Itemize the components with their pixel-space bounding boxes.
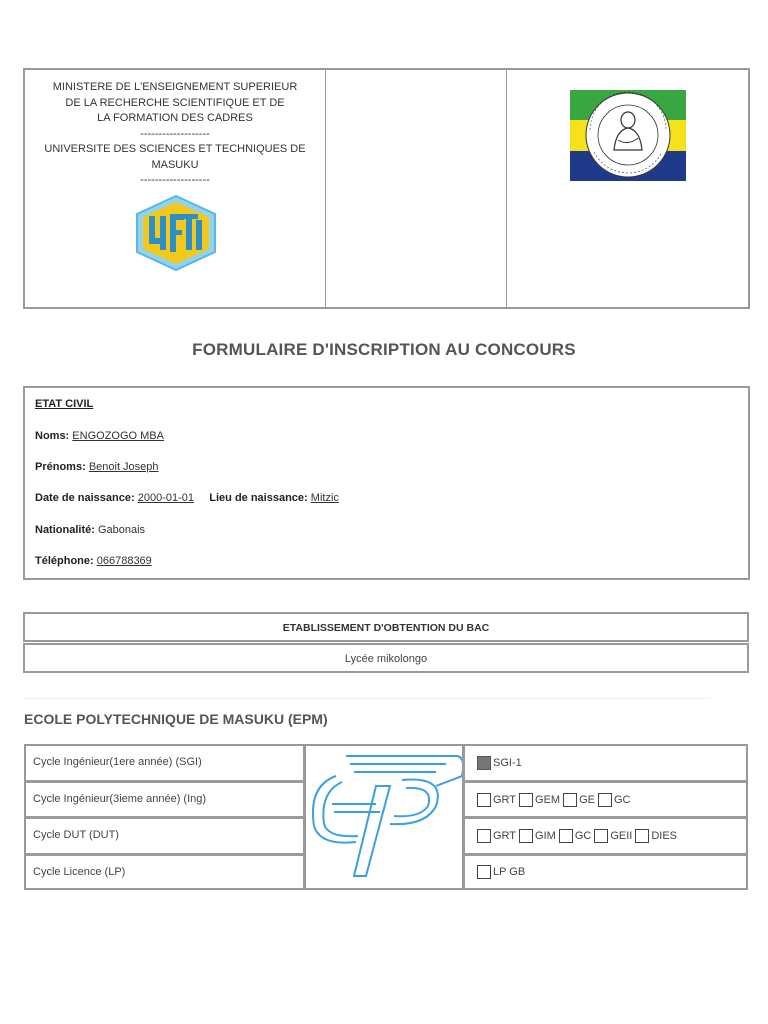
ustm-logo-icon (133, 194, 219, 272)
ministry-cell (25, 70, 326, 307)
checkbox-gc[interactable] (598, 793, 612, 807)
option-sgi-1[interactable]: SGI-1 (477, 756, 522, 770)
checkbox-gc[interactable] (559, 829, 573, 843)
bac-value: Lycée mikolongo (23, 643, 749, 673)
cycle-label: Cycle DUT (DUT) (24, 817, 305, 855)
option-grt[interactable]: GRT (477, 829, 516, 843)
header-table (23, 68, 750, 309)
checkbox-grt[interactable] (477, 829, 491, 843)
checkbox-lp-gb[interactable] (477, 865, 491, 879)
dob-label: Date de naissance: (35, 492, 135, 504)
option-gim[interactable]: GIM (519, 829, 556, 843)
university-line: MASUKU (151, 158, 199, 171)
pob-label: Lieu de naissance: (209, 492, 308, 504)
tel-label: Téléphone: (35, 555, 94, 567)
option-gc[interactable]: GC (559, 829, 592, 843)
option-lp-gb[interactable]: LP GB (477, 865, 525, 879)
option-cell-dut (463, 817, 748, 855)
option-ge[interactable]: GE (563, 793, 595, 807)
option-dies[interactable]: DIES (635, 829, 677, 843)
bac-heading: ETABLISSEMENT D'OBTENTION DU BAC (23, 612, 749, 642)
nom-row (35, 430, 164, 442)
option-geii[interactable]: GEII (594, 829, 632, 843)
university-line: UNIVERSITE DES SCIENCES ET TECHNIQUES DE (44, 143, 306, 155)
checkbox-gim[interactable] (519, 829, 533, 843)
epm-logo-cell (304, 744, 464, 890)
form-title: FORMULAIRE D'INSCRIPTION AU CONCOURS (192, 340, 576, 359)
option-cell-lp (463, 854, 748, 890)
option-gc[interactable]: GC (598, 793, 631, 807)
cycle-label: Cycle Ingénieur(3ieme année) (Ing) (24, 781, 305, 818)
divider (24, 698, 710, 699)
nat-value: Gabonais (97, 524, 146, 536)
cycle-label: Cycle Ingénieur(1ere année) (SGI) (24, 744, 305, 782)
gabon-republic-seal-icon (570, 90, 686, 181)
checkbox-ge[interactable] (563, 793, 577, 807)
option-gem[interactable]: GEM (519, 793, 560, 807)
nationality-row (35, 524, 145, 536)
ministry-line: DE LA RECHERCHE SCIENTIFIQUE ET DE (65, 96, 285, 109)
prenom-value: Benoit Joseph (88, 461, 159, 473)
checkbox-sgi-1[interactable] (477, 756, 491, 770)
pob-value: Mitzic (310, 492, 339, 504)
nat-label: Nationalité: (35, 524, 95, 536)
ministry-separator: ------------------- (140, 127, 210, 140)
prenom-row (35, 461, 159, 473)
tel-value: 066788369 (96, 555, 152, 567)
checkbox-grt[interactable] (477, 793, 491, 807)
option-cell-ing (463, 781, 748, 818)
phone-row (35, 555, 152, 567)
option-cell-sgi (463, 744, 748, 782)
etat-civil-heading: ETAT CIVIL (35, 398, 94, 410)
epm-title: ECOLE POLYTECHNIQUE DE MASUKU (EPM) (24, 711, 328, 727)
nom-value: ENGOZOGO MBA (72, 430, 164, 442)
ministry-line: LA FORMATION DES CADRES (97, 112, 253, 124)
empty-header-cell (326, 70, 507, 307)
dob-value: 2000-01-01 (137, 492, 194, 504)
nom-label: Noms: (35, 430, 70, 442)
checkbox-dies[interactable] (635, 829, 649, 843)
etat-civil-section (23, 386, 750, 580)
checkbox-geii[interactable] (594, 829, 608, 843)
epm-logo-icon (306, 746, 462, 888)
ministry-separator: ------------------- (140, 174, 210, 186)
option-grt[interactable]: GRT (477, 793, 516, 807)
prenom-label: Prénoms: (35, 461, 86, 473)
flag-cell (507, 70, 748, 307)
ministry-line: MINISTERE DE L'ENSEIGNEMENT SUPERIEUR (52, 81, 298, 93)
checkbox-gem[interactable] (519, 793, 533, 807)
birth-row (35, 492, 339, 504)
cycle-label: Cycle Licence (LP) (24, 854, 305, 890)
